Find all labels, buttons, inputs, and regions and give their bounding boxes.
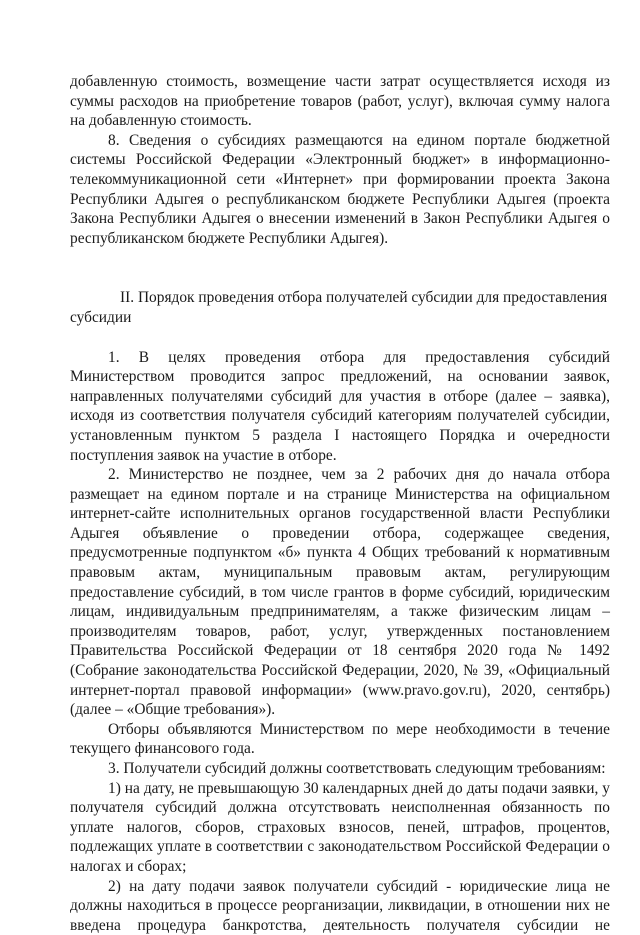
- paragraph-subitem-1: 1) на дату, не превышающую 30 календарных дней до даты подачи заявки, у получателя субсидий должна отсутствовать неисполненная обязанность по уплате налогов, сборов, страховых взносов, пеней, штрафов, процентов, подлежащих уплате в соответствии с законодательством Российской Федерации о налогах и сборах;: [70, 779, 610, 875]
- paragraph-subitem-2: 2) на дату подачи заявок получатели субсидий - юридические лица не должны находиться в процессе реорганизации, ликвидации, в отношении них не введена процедура банкротства, деятельность получателя субсидии не: [70, 877, 610, 934]
- paragraph-item-2: 2. Министерство не позднее, чем за 2 рабочих дня до начала отбора размещает на едином портале и на странице Министерства на официальном интернет-сайте исполнительных органов государственной власти Республики Адыгея объявление о проведении отбора, содержащее сведения, предусмотренные подпунктом «б» пункта 4 Общих требований к нормативным правовым актам, муниципальным правовым актам, регулирующим предоставление субсидий, в том числе грантов в форме субсидий, юридическим лицам, индивидуальным предпринимателям, а также физическим лицам – производителям товаров, работ, услуг, утвержденных постановлением Правительства Российской Федерации от 18 сентября 2020 года № 1492 (Собрание законодательства Российской Федерации, 2020, № 39, «Официальный интернет-портал правовой информации» (www.pravo.gov.ru), 2020, сентябрь) (далее – «Общие требования»).: [70, 466, 610, 719]
- paragraph-item-3: 3. Получатели субсидий должны соответствовать следующим требованиям:: [108, 760, 606, 777]
- paragraph-item-1: 1. В целях проведения отбора для предоставления субсидий Министерством проводится запрос предложений, на основании заявок, направленных получателями субсидий для участия в отборе (далее – заявка), исходя из соответствия получателя субсидий категориям получателей субсидии, установленным пунктом 5 раздела I настоящего Порядка и очередности поступления заявок на участие в отборе.: [70, 348, 610, 464]
- spacer: [70, 328, 610, 348]
- section-heading: II. Порядок проведения отбора получателей субсидии для предоставления субсидии: [70, 289, 608, 326]
- spacer: [70, 248, 610, 288]
- paragraph-continuation: добавленную стоимость, возмещение части затрат осуществляется исходя из суммы расходов на приобретение товаров (работ, услуг), включая сумму налога на добавленную стоимость.: [70, 73, 610, 130]
- paragraph-selection-note: Отборы объявляются Министерством по мере необходимости в течение текущего финансового года.: [70, 720, 610, 758]
- paragraph-item-8: 8. Сведения о субсидиях размещаются на едином портале бюджетной системы Российской Федерации «Электронный бюджет» в информационно-телекоммуникационной сети «Интернет» при формировании проекта Закона Республики Адыгея о республиканском бюджете Республики Адыгея (проекта Закона Республики Адыгея о внесении изменений в Закон Республики Адыгея о республиканском бюджете Республики Адыгея).: [70, 131, 610, 247]
